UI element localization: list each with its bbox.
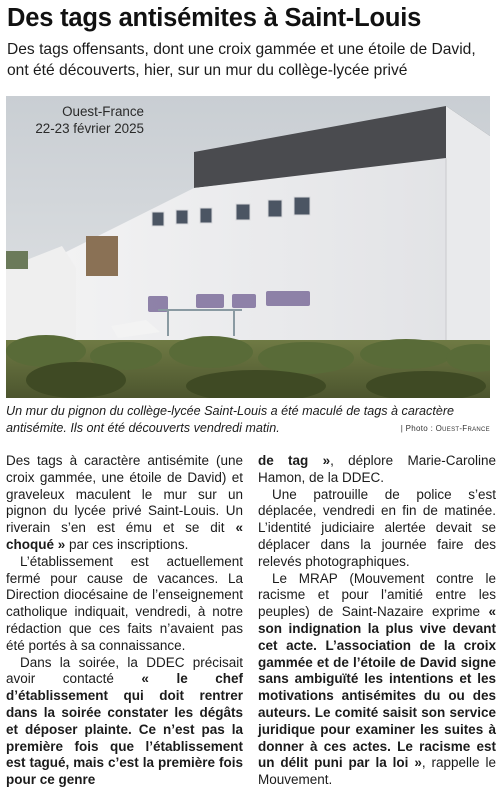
p6-end: , rappelle le Mouvement. bbox=[258, 755, 496, 788]
source-name: Ouest-France bbox=[62, 104, 144, 119]
article-standfirst: Des tags offensants, dont une croix gammée et une étoile de David, ont été découverts, hier, sur un mur du collège-lycée privé bbox=[7, 41, 476, 79]
paragraph-1 bbox=[6, 453, 243, 554]
building-photo-illustration bbox=[6, 96, 490, 398]
p3-quote: « le chef d’établissement qui doit rentrer dans la soirée constater les dégâts et déposer plainte. Ce n’est pas la première fois que l’établissement est tagué, mais c’est la première fois pour ce genre bbox=[6, 671, 244, 788]
p6-quote: « son indignation la plus vive devant cet acte. L’association de la croix gammée et de l’étoile de David signe sans ambiguïté les intentions et les motivations antisémites du ou des auteurs. Le comité saisit son service juridique pour examiner les suites à donner à ces actes. Le racisme est un délit puni par la loi » bbox=[258, 604, 496, 771]
photo-credit bbox=[401, 424, 490, 433]
paragraph-3 bbox=[6, 655, 243, 789]
p6-text: Le MRAP (Mouvement contre le racisme et pour l’amitié entre les peuples) de Saint-Nazaire exprime bbox=[258, 570, 496, 620]
paragraph-5: Une patrouille de police s’est déplacée, vendredi en fin de matinée. L’identité judiciaire alertée devait se déplacer dans la journée faire des relevés photographiques. bbox=[258, 486, 496, 569]
paragraph-4 bbox=[258, 453, 496, 487]
p1-quote: « choqué » bbox=[6, 520, 243, 552]
p4-text: , déplore Marie-Caroline Hamon, de la DDEC. bbox=[258, 453, 496, 485]
article-column-left bbox=[6, 453, 243, 789]
article-headline: Des tags antisémites à Saint-Louis bbox=[7, 4, 422, 32]
article-photo bbox=[6, 96, 490, 398]
credit-prefix: | Photo : bbox=[400, 424, 436, 433]
article-column-right bbox=[258, 453, 496, 789]
photo-caption: Un mur du pignon du collège-lycée Saint-Louis a été maculé de tags à caractère antisémite. Ils ont été découverts vendredi matin. bbox=[6, 404, 455, 435]
credit-name: Ouest-France bbox=[435, 424, 490, 433]
paragraph-6 bbox=[258, 571, 496, 789]
p1-end: par ces inscriptions. bbox=[65, 536, 189, 552]
p1-text: Des tags à caractère antisémite (une croix gammée, une étoile de David) et graveleux maculent le mur sur un pignon du lycée privé Saint-Louis. Un riverain s’en est ému et se dit bbox=[6, 453, 243, 536]
p3-text: Dans la soirée, la DDEC précisait avoir contacté bbox=[6, 654, 243, 687]
paragraph-2: L’établissement est actuellement fermé pour cause de vacances. La Direction diocésaine de l’enseignement catholique indiquait, vendredi, à notre rédaction que ces faits n’avaient pas été portés à sa connaissance. bbox=[6, 553, 243, 653]
source-date: 22-23 février 2025 bbox=[35, 121, 144, 136]
photo-source-overlay bbox=[16, 103, 144, 137]
p4-quote-end: de tag » bbox=[258, 453, 331, 468]
